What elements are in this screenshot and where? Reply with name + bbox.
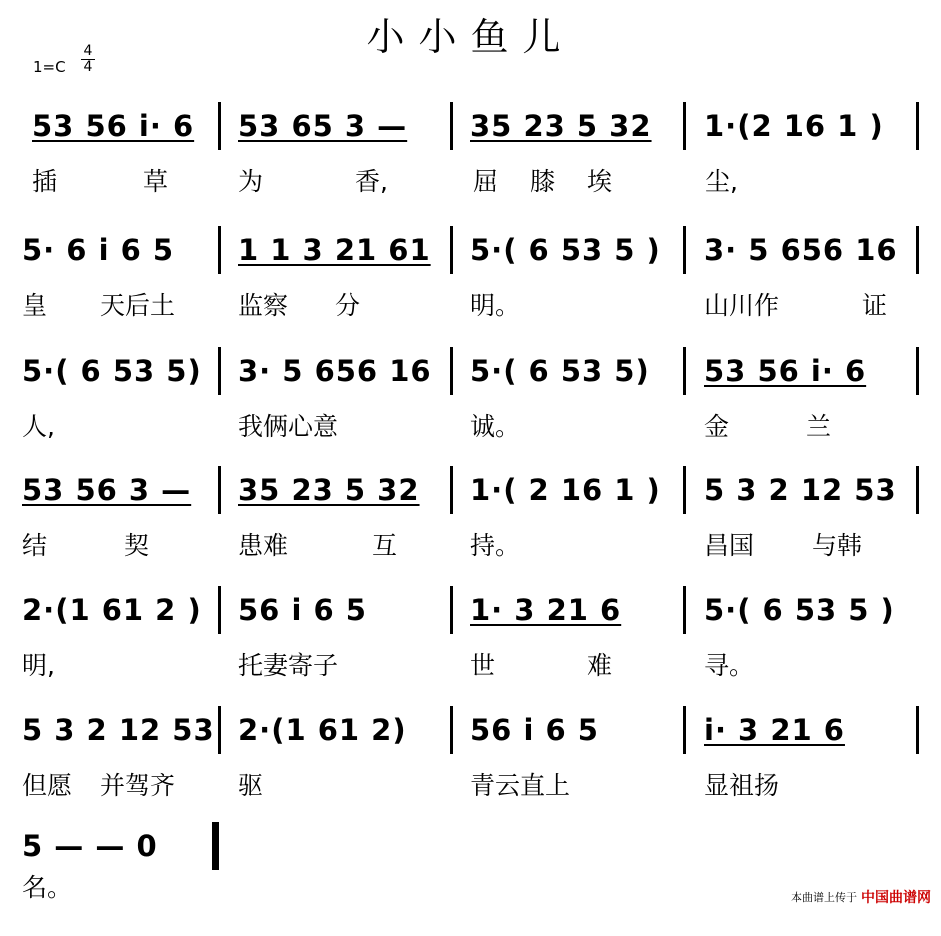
measure: 35 23 5 32 xyxy=(470,109,652,143)
score-row-5 xyxy=(0,580,941,700)
lyric: 分 xyxy=(335,291,361,320)
barline xyxy=(450,226,453,274)
notes-line xyxy=(0,96,941,156)
barline xyxy=(450,347,453,395)
lyric: 契 xyxy=(124,531,150,560)
site-logo: 中国曲谱网 xyxy=(861,890,931,906)
barline xyxy=(450,586,453,634)
lyric: 明, xyxy=(22,651,55,680)
measure: 1 1 3 21 61 xyxy=(238,233,431,267)
measure: 5·( 6 53 5) xyxy=(470,354,650,388)
lyric: 草 xyxy=(143,167,169,196)
lyrics-line xyxy=(0,407,941,447)
barline xyxy=(683,466,686,514)
lyric: 证 xyxy=(862,291,888,320)
measure: 5·( 6 53 5 ) xyxy=(704,593,895,627)
lyrics-line xyxy=(0,162,941,202)
lyric: 患难 xyxy=(238,531,289,560)
barline xyxy=(916,102,919,150)
measure: i· 3 21 6 xyxy=(704,713,845,747)
key-signature: 1=C xyxy=(33,58,66,76)
measure: 56 i 6 5 xyxy=(470,713,599,747)
barline xyxy=(450,706,453,754)
barline xyxy=(450,102,453,150)
score-row-4 xyxy=(0,460,941,580)
barline xyxy=(916,226,919,274)
lyric: 托妻寄子 xyxy=(238,651,339,680)
measure: 35 23 5 32 xyxy=(238,473,420,507)
measure: 53 65 3 — xyxy=(238,109,408,143)
lyric: 并驾齐 xyxy=(100,771,176,800)
lyric: 互 xyxy=(372,531,398,560)
score-row-2 xyxy=(0,220,941,340)
meter-top: 4 xyxy=(81,44,95,60)
upload-text: 本曲谱上传于 xyxy=(791,891,857,904)
notes-line xyxy=(0,220,941,280)
score-row-6 xyxy=(0,700,941,820)
barline xyxy=(218,102,221,150)
lyric: 青云直上 xyxy=(470,771,571,800)
lyrics-line xyxy=(0,646,941,686)
barline xyxy=(683,347,686,395)
lyric: 膝 xyxy=(530,167,556,196)
measure: 3· 5 656 16 xyxy=(704,233,898,267)
lyric: 兰 xyxy=(806,412,832,441)
measure: 53 56 i· 6 xyxy=(704,354,867,388)
final-barline xyxy=(212,822,219,870)
barline xyxy=(218,226,221,274)
measure: 56 i 6 5 xyxy=(238,593,367,627)
measure: 1· 3 21 6 xyxy=(470,593,622,627)
lyric: 持。 xyxy=(470,531,521,560)
score-row-7 xyxy=(0,816,941,936)
measure: 5 3 2 12 53 xyxy=(704,473,897,507)
measure: 2·(1 61 2 ) xyxy=(22,593,202,627)
notes-line xyxy=(0,580,941,640)
measure: 53 56 i· 6 xyxy=(32,109,195,143)
barline xyxy=(218,466,221,514)
barline xyxy=(450,466,453,514)
lyric: 金 xyxy=(704,412,730,441)
lyric: 屈 xyxy=(473,167,499,196)
lyrics-line xyxy=(0,286,941,326)
barline xyxy=(916,706,919,754)
barline xyxy=(916,347,919,395)
meter-bottom: 4 xyxy=(83,59,93,75)
lyric: 寻。 xyxy=(704,651,755,680)
barline xyxy=(218,586,221,634)
measure: 5 3 2 12 53 xyxy=(22,713,215,747)
notes-line xyxy=(0,341,941,401)
lyric: 世 xyxy=(470,651,496,680)
barline xyxy=(916,466,919,514)
notes-line xyxy=(0,460,941,520)
measure: 1·( 2 16 1 ) xyxy=(470,473,661,507)
measure: 53 56 3 — xyxy=(22,473,192,507)
measure: 5 — — 0 xyxy=(22,829,158,863)
lyrics-line xyxy=(0,766,941,806)
lyric: 与韩 xyxy=(812,531,863,560)
barline xyxy=(683,102,686,150)
barline xyxy=(683,586,686,634)
barline xyxy=(683,706,686,754)
measure: 2·(1 61 2) xyxy=(238,713,407,747)
lyric: 天后土 xyxy=(100,291,176,320)
lyric: 但愿 xyxy=(22,771,73,800)
lyric: 名。 xyxy=(22,873,73,902)
lyric: 为 xyxy=(238,167,264,196)
measure: 5· 6 i 6 5 xyxy=(22,233,175,267)
lyric: 皇 xyxy=(22,291,48,320)
lyrics-line xyxy=(0,526,941,566)
barline xyxy=(218,706,221,754)
lyric: 诚。 xyxy=(470,412,521,441)
notes-line xyxy=(0,700,941,760)
lyric: 明。 xyxy=(470,291,521,320)
lyric: 香, xyxy=(355,167,388,196)
lyric: 驱 xyxy=(238,771,264,800)
score-row-3 xyxy=(0,341,941,461)
footer-watermark xyxy=(791,887,931,907)
lyric: 人, xyxy=(22,412,55,441)
lyric: 显祖扬 xyxy=(704,771,780,800)
lyric: 我俩心意 xyxy=(238,412,339,441)
measure: 5·( 6 53 5 ) xyxy=(470,233,661,267)
barline xyxy=(218,347,221,395)
score-row-1 xyxy=(0,96,941,216)
song-title: 小小鱼儿 xyxy=(366,15,575,59)
lyric: 难 xyxy=(587,651,613,680)
lyric: 尘, xyxy=(705,167,738,196)
lyric: 昌国 xyxy=(704,531,755,560)
time-signature xyxy=(81,44,95,75)
lyric: 埃 xyxy=(587,167,613,196)
notes-line xyxy=(0,816,941,876)
measure: 5·( 6 53 5) xyxy=(22,354,202,388)
lyric: 监察 xyxy=(238,291,289,320)
measure: 1·(2 16 1 ) xyxy=(704,109,884,143)
lyric: 山川作 xyxy=(704,291,780,320)
barline xyxy=(683,226,686,274)
lyric: 插 xyxy=(32,167,58,196)
measure: 3· 5 656 16 xyxy=(238,354,432,388)
lyric: 结 xyxy=(22,531,48,560)
